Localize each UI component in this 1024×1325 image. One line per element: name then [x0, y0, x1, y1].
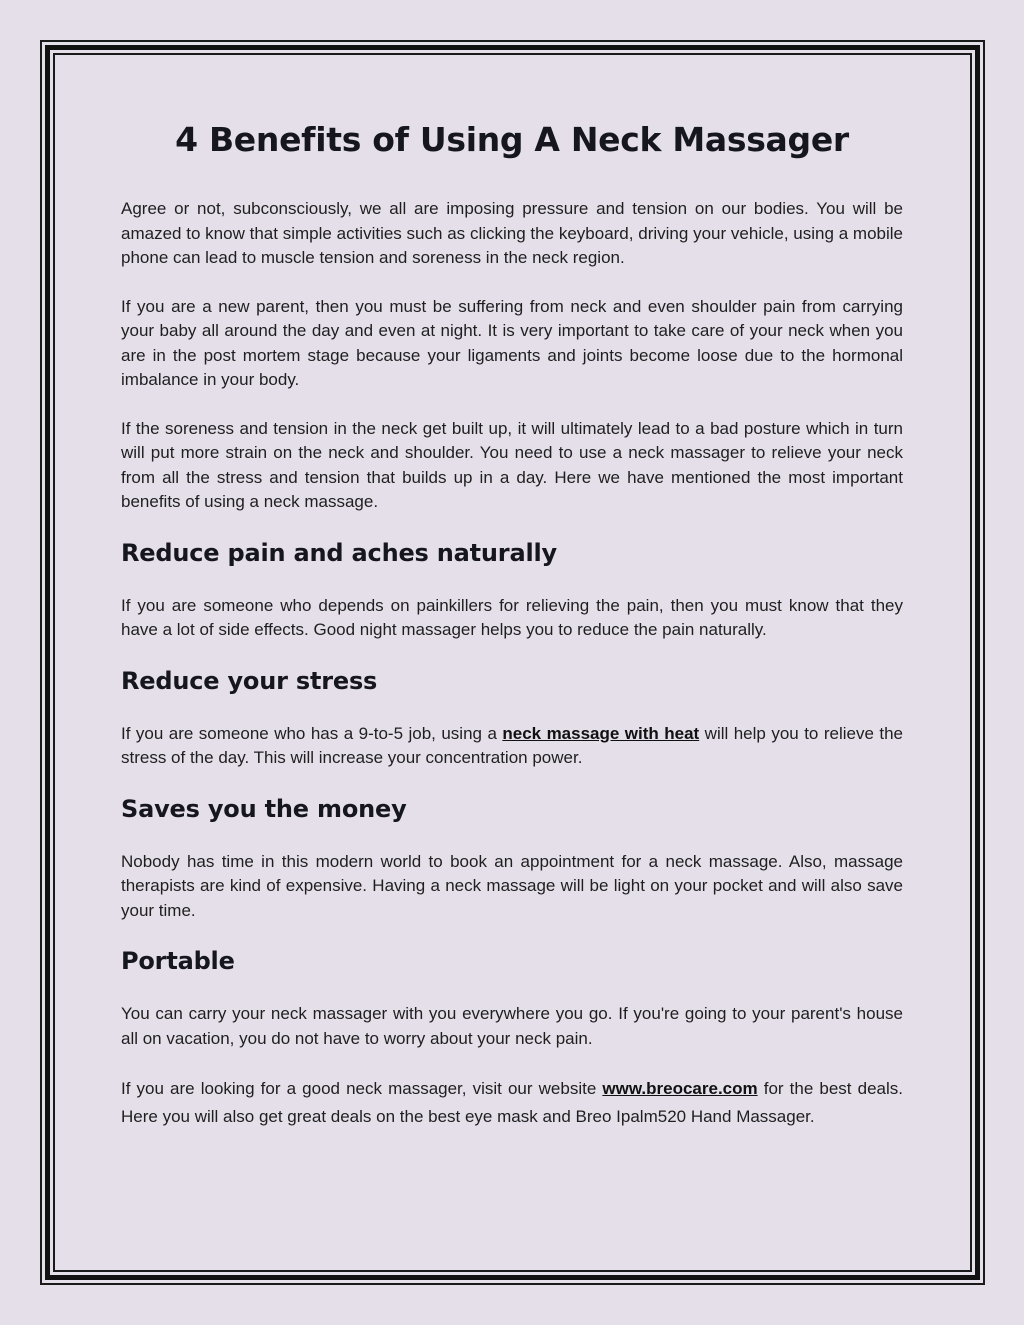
section-heading-portable: Portable: [121, 947, 235, 975]
section-text-portable: You can carry your neck massager with you everywhere you go. If you're going to your parent's house all on vacation, you do not have to worry about your neck pain.: [121, 1004, 903, 1048]
closing-text-after: for the best deals. Here you will also get great deals on the best eye mask and Breo Ipalm520 Hand Massager.: [121, 1079, 903, 1126]
closing-text-before: If you are looking for a good neck massager, visit our website: [121, 1079, 603, 1098]
section-text-pain: If you are someone who depends on painkillers for relieving the pain, then you must know that they have a lot of side effects. Good night massager helps you to reduce the pain naturally.: [121, 595, 903, 639]
intro-paragraph-2: If you are a new parent, then you must be suffering from neck and even shoulder pain from carrying your baby all around the day and even at night. It is very important to take care of your neck when you are in the post mortem stage because your ligaments and joints become loose due to the hormonal imbalance in your body.: [121, 296, 903, 389]
document-body: [121, 120, 903, 1155]
closing-paragraph: [121, 1075, 903, 1131]
neck-massage-with-heat-link[interactable]: neck massage with heat: [502, 723, 700, 743]
section-heading-money: Saves you the money: [121, 794, 407, 823]
intro-paragraph-1: Agree or not, subconsciously, we all are imposing pressure and tension on our bodies. You will be amazed to know that simple activities such as clicking the keyboard, driving your vehicle, using a mobile phone can lead to muscle tension and soreness in the neck region.: [121, 199, 903, 267]
stress-text-after: will help you to relieve the stress of the day. This will increase your concentration power.: [121, 723, 903, 767]
section-text-money: Nobody has time in this modern world to book an appointment for a neck massage. Also, massage therapists are kind of expensive. Having a neck massage will be light on your pocket and will also save your time.: [121, 851, 903, 920]
page-title: 4 Benefits of Using A Neck Massager: [175, 120, 849, 159]
stress-text-before: If you are someone who has a 9-to-5 job, using a: [121, 723, 503, 743]
section-heading-pain: Reduce pain and aches naturally: [121, 538, 557, 567]
breocare-website-link[interactable]: www.breocare.com: [602, 1079, 758, 1098]
section-text-stress: [121, 722, 903, 771]
intro-paragraph-3: If the soreness and tension in the neck get built up, it will ultimately lead to a bad posture which in turn will put more strain on the neck and shoulder. You need to use a neck massager to relieve your neck from all the stress and tension that builds up in a day. Here we have mentioned the most important benefits of using a neck massage.: [121, 418, 903, 511]
section-heading-stress: Reduce your stress: [121, 666, 378, 695]
